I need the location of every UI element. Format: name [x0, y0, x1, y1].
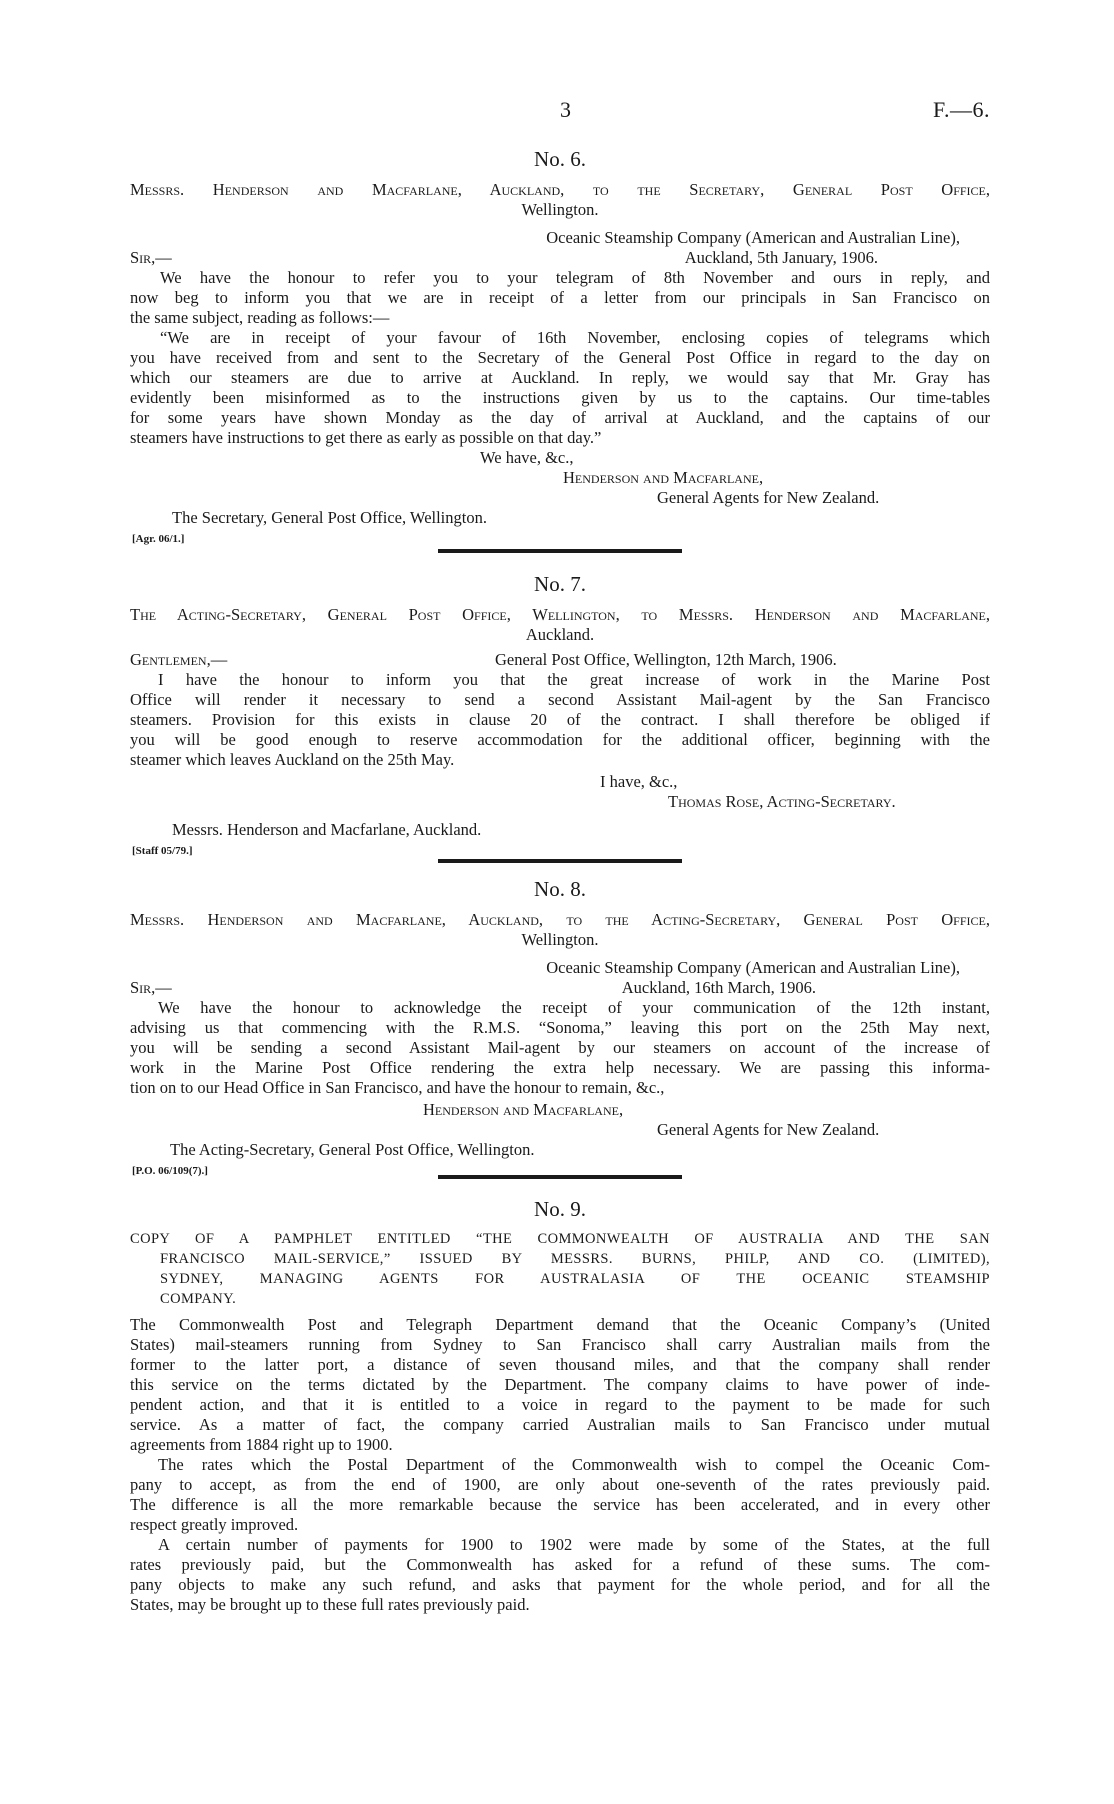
letter-7-body-line: I have the honour to inform you that the great increase of work in the Marine Post: [158, 670, 990, 689]
letter-6-reference: [Agr. 06/1.]: [132, 533, 185, 545]
letter-6-signature-title: General Agents for New Zealand.: [657, 488, 880, 507]
letter-9-heading: No. 9.: [534, 1197, 586, 1221]
letter-8-heading: No. 8.: [534, 877, 586, 901]
pamphlet-body-line: rates previously paid, but the Commonwealth has asked for a refund of these sums. The com-: [130, 1555, 990, 1574]
letter-6-address-cont: Wellington.: [521, 200, 599, 219]
letter-7-body-line: you will be good enough to reserve accommodation for the additional officer, beginning with the: [130, 730, 990, 749]
section-divider: [438, 1175, 682, 1179]
pamphlet-body-line: agreements from 1884 right up to 1900.: [130, 1435, 393, 1454]
pamphlet-title-line: COPY OF A PAMPHLET ENTITLED “THE COMMONWEALTH OF AUSTRALIA AND THE SAN: [130, 1231, 990, 1247]
letter-6-signature: Henderson and Macfarlane,: [563, 468, 764, 487]
page-number: 3: [560, 97, 571, 122]
pamphlet-body-line: service. As a matter of fact, the company carried Australian mails to San Francisco under mutual: [130, 1415, 990, 1434]
pamphlet-title-line: FRANCISCO MAIL-SERVICE,” ISSUED BY MESSRS. BURNS, PHILP, AND CO. (LIMITED),: [160, 1251, 990, 1267]
letter-6-body-line: the same subject, reading as follows:—: [130, 308, 390, 327]
letter-7-reference: [Staff 05/79.]: [132, 845, 193, 857]
letter-8-address-cont: Wellington.: [521, 930, 599, 949]
pamphlet-body-line: States, may be brought up to these full rates previously paid.: [130, 1595, 530, 1614]
pamphlet-body-line: respect greatly improved.: [130, 1515, 299, 1534]
letter-7-salutation: Gentlemen,—: [130, 650, 228, 669]
pamphlet-body-line: pany objects to make any such refund, and asks that payment for the whole period, and for all the: [130, 1575, 990, 1594]
letter-6-quote-line: “We are in receipt of your favour of 16th November, enclosing copies of telegrams which: [160, 328, 990, 347]
section-divider: [438, 549, 682, 553]
letter-6-quote-line: you have received from and sent to the Secretary of the General Post Office in regard to the day on: [130, 348, 990, 367]
letter-8-body-line: We have the honour to acknowledge the receipt of your communication of the 12th instant,: [158, 998, 990, 1017]
letter-6-address: Messrs. Henderson and Macfarlane, Auckland, to the Secretary, General Post Office,: [130, 180, 990, 199]
pamphlet-body-line: The rates which the Postal Department of the Commonwealth wish to compel the Oceanic Com-: [158, 1455, 990, 1474]
letter-6-body-line: We have the honour to refer you to your telegram of 8th November and ours in reply, and: [160, 268, 990, 287]
letter-7-address-cont: Auckland.: [525, 625, 595, 644]
pamphlet-body-line: pendent action, and that it is entitled to a voice in regard to the payment to be made for such: [130, 1395, 990, 1414]
letter-6-addressee: The Secretary, General Post Office, Wellington.: [172, 508, 487, 527]
letter-7-closing: I have, &c.,: [600, 772, 678, 791]
letter-8-address: Messrs. Henderson and Macfarlane, Auckland, to the Acting-Secretary, General Post Office,: [130, 910, 990, 929]
pamphlet-title-line: COMPANY.: [160, 1291, 237, 1307]
pamphlet-body-line: this service on the terms dictated by the Department. The company claims to have power of inde-: [130, 1375, 990, 1394]
pamphlet-body-line: The difference is all the more remarkable because the service has been accelerated, and in every other: [130, 1495, 990, 1514]
letter-6-quote-line: which our steamers are due to arrive at Auckland. In reply, we would say that Mr. Gray has: [130, 368, 990, 387]
letter-8-addressee: The Acting-Secretary, General Post Office, Wellington.: [170, 1140, 535, 1159]
letter-8-body-line: advising us that commencing with the R.M.S. “Sonoma,” leaving this port on the 25th May next,: [130, 1018, 990, 1037]
pamphlet-title-line: SYDNEY, MANAGING AGENTS FOR AUSTRALASIA OF THE OCEANIC STEAMSHIP: [160, 1271, 990, 1287]
letter-7-body-line: steamers. Provision for this exists in clause 20 of the contract. I shall therefore be obliged if: [130, 710, 990, 729]
letter-8-body-line: you will be sending a second Assistant Mail-agent by our steamers on account of the increase of: [130, 1038, 990, 1057]
letter-8-signature-title: General Agents for New Zealand.: [657, 1120, 880, 1139]
document-reference: F.—6.: [933, 97, 990, 122]
letter-6-date: Auckland, 5th January, 1906.: [684, 248, 878, 267]
letter-8-signature: Henderson and Macfarlane,: [423, 1100, 624, 1119]
letter-7-address: The Acting-Secretary, General Post Office, Wellington, to Messrs. Henderson and Macfarlane,: [130, 605, 990, 624]
pamphlet-body-line: States) mail-steamers running from Sydney to San Francisco shall carry Australian mails from the: [130, 1335, 990, 1354]
pamphlet-body-line: A certain number of payments for 1900 to 1902 were made by some of the States, at the full: [158, 1535, 990, 1554]
pamphlet-body-line: pany to accept, as from the end of 1900, are only about one-seventh of the rates previously paid.: [130, 1475, 990, 1494]
letter-7-date: General Post Office, Wellington, 12th March, 1906.: [495, 650, 837, 669]
letter-6-closing: We have, &c.,: [480, 448, 574, 467]
letter-7-addressee: Messrs. Henderson and Macfarlane, Auckland.: [172, 820, 482, 839]
letter-6-quote-line: steamers have instructions to get there as early as possible on that day.”: [130, 428, 602, 447]
letter-6-quote-line: evidently been misinformed as to the instructions given by us to the captains. Our time-tables: [130, 388, 990, 407]
letter-8-date: Auckland, 16th March, 1906.: [621, 978, 816, 997]
letter-7-signature: Thomas Rose, Acting-Secretary.: [668, 792, 896, 811]
letter-8-salutation: Sir,—: [130, 978, 172, 997]
letter-6-company: Oceanic Steamship Company (American and Australian Line),: [546, 228, 960, 247]
page-header: [130, 97, 990, 130]
section-divider: [438, 859, 682, 863]
letter-8-body-line: tion on to our Head Office in San Francisco, and have the honour to remain, &c.,: [130, 1078, 665, 1097]
letter-6-heading: No. 6.: [534, 147, 586, 171]
letter-7-heading: No. 7.: [534, 572, 586, 596]
letter-6-quote-line: for some years have shown Monday as the day of arrival at Auckland, and the captains of our: [130, 408, 990, 427]
letter-6-body-line: now beg to inform you that we are in receipt of a letter from our principals in San Francisco on: [130, 288, 990, 307]
letter-8-company: Oceanic Steamship Company (American and Australian Line),: [546, 958, 960, 977]
letter-8-body-line: work in the Marine Post Office rendering the extra help necessary. We are passing this informa-: [130, 1058, 990, 1077]
letter-7-body-line: Office will render it necessary to send a second Assistant Mail-agent by the San Francisco: [130, 690, 990, 709]
letter-7-body-line: steamer which leaves Auckland on the 25th May.: [130, 750, 455, 769]
letter-6-salutation: Sir,—: [130, 248, 172, 267]
pamphlet-body-line: former to the latter port, a distance of seven thousand miles, and that the company shall render: [130, 1355, 990, 1374]
letter-8-reference: [P.O. 06/109(7).]: [132, 1165, 208, 1177]
pamphlet-body-line: The Commonwealth Post and Telegraph Department demand that the Oceanic Company’s (United: [130, 1315, 990, 1334]
